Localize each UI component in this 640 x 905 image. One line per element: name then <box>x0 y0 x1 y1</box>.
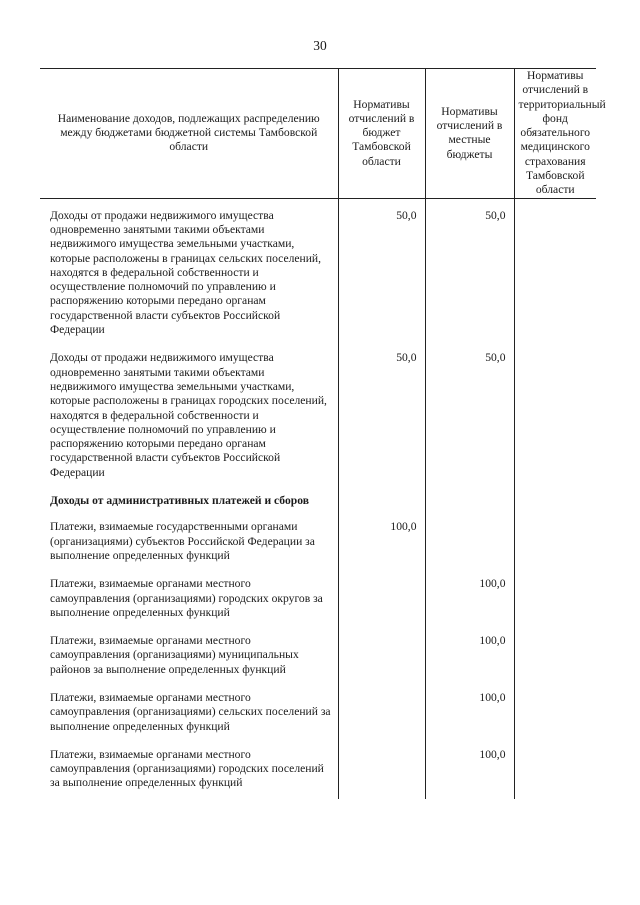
revenue-name-cell: Платежи, взимаемые органами местного самоуправления (организациями) городских поселений за выполнение определенных функций <box>50 747 324 790</box>
revenue-name-cell: Доходы от продажи недвижимого имущества одновременно занятыми такими объектами недвижимого имущества земельными участками, которые расположены в границах сельских поселений, находятся в федеральной собственности и осуществление полномочий по управлению и распоряжению которыми передано органам государственной власти субъектов Российской Федерации <box>50 208 322 337</box>
table-body <box>40 198 596 799</box>
regional-norm-cell <box>338 571 425 628</box>
table-row <box>40 345 596 488</box>
revenue-name-cell: Платежи, взимаемые государственными органами (организациями) субъектов Российской Федерации за выполнение определенных функций <box>50 520 315 562</box>
revenue-name-cell: Платежи, взимаемые органами местного самоуправления (организациями) муниципальных районов за выполнение определенных функций <box>50 634 299 676</box>
regional-norm-cell: 50,0 <box>338 345 425 488</box>
local-norm-cell <box>425 488 514 514</box>
revenue-name-cell: Платежи, взимаемые органами местного самоуправления (организациями) городских округов за выполнение определенных функций <box>50 577 323 619</box>
regional-norm-cell <box>338 742 425 799</box>
fund-norm-cell <box>514 514 596 571</box>
revenue-name-cell: Доходы от продажи недвижимого имущества одновременно занятыми такими объектами недвижимого имущества земельными участками, которые расположены в границах городских поселений, находятся в федеральной собственности и осуществление полномочий по управлению и распоряжению которыми передано органам государственной власти субъектов Российской Федерации <box>50 351 327 479</box>
table-row <box>40 628 596 685</box>
fund-norm-cell <box>514 198 596 345</box>
revenue-name-cell: Платежи, взимаемые органами местного самоуправления (организациями) сельских поселений за выполнение определенных функций <box>50 690 331 733</box>
local-norm-cell: 100,0 <box>425 628 514 685</box>
fund-norm-cell <box>514 571 596 628</box>
table-row <box>40 742 596 799</box>
regional-norm-cell <box>338 685 425 742</box>
local-norm-cell: 100,0 <box>425 742 514 799</box>
revenue-distribution-table <box>40 68 606 799</box>
table-row <box>40 198 596 345</box>
regional-norm-cell: 100,0 <box>338 514 425 571</box>
table-row <box>40 514 596 571</box>
fund-norm-cell <box>514 685 596 742</box>
local-norm-cell: 100,0 <box>425 685 514 742</box>
regional-norm-cell: 50,0 <box>338 198 425 345</box>
fund-norm-cell <box>514 488 596 514</box>
section-heading: Доходы от административных платежей и сборов <box>50 494 309 508</box>
header-local-budgets: Нормативы отчислений в местные бюджеты <box>425 69 514 199</box>
fund-norm-cell <box>514 345 596 488</box>
regional-norm-cell <box>338 628 425 685</box>
local-norm-cell: 50,0 <box>425 345 514 488</box>
table-row <box>40 571 596 628</box>
regional-norm-cell <box>338 488 425 514</box>
local-norm-cell: 50,0 <box>425 198 514 345</box>
header-medical-insurance-fund: Нормативы отчислений в территориальный фонд обязательного медицинского страхования Тамбовской области <box>514 69 596 199</box>
local-norm-cell: 100,0 <box>425 571 514 628</box>
table-row <box>40 685 596 742</box>
header-row <box>40 69 596 199</box>
fund-norm-cell <box>514 742 596 799</box>
header-revenue-name: Наименование доходов, подлежащих распределению между бюджетами бюджетной системы Тамбовской области <box>40 69 338 199</box>
section-heading-row <box>40 488 596 514</box>
page-number: 30 <box>313 38 327 53</box>
table-header <box>40 69 606 199</box>
local-norm-cell <box>425 514 514 571</box>
fund-norm-cell <box>514 628 596 685</box>
header-regional-budget: Нормативы отчислений в бюджет Тамбовской области <box>338 69 425 199</box>
